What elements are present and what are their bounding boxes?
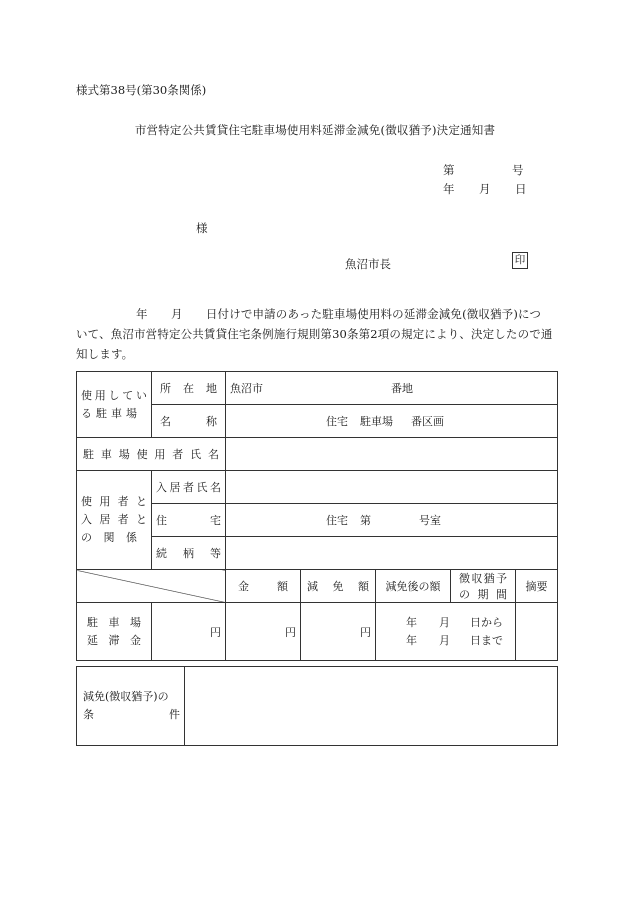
resident-name-label: 入居者氏名 — [152, 471, 226, 504]
number-prefix: 第 — [443, 163, 455, 177]
parking-used-label: 使用してい る駐車場 — [77, 372, 152, 438]
date-day: 日 — [515, 182, 527, 196]
location-value: 魚沼市 番地 — [226, 372, 558, 405]
late-fee-label: 駐車場 延滞金 — [77, 603, 152, 661]
date-month: 月 — [479, 182, 491, 196]
housing-value: 住宅 第 号室 — [226, 504, 558, 537]
diagonal-header-cell — [77, 570, 226, 603]
notice-body — [76, 304, 556, 364]
conditions-label: 減免(徴収猶予)の 条 件 — [77, 667, 185, 746]
location-label: 所在地 — [152, 372, 226, 405]
number-suffix: 号 — [512, 163, 524, 177]
name-label: 名称 — [152, 405, 226, 438]
conditions-table — [76, 666, 558, 746]
after-reduction-header: 減免後の額 — [376, 570, 451, 603]
notice-table — [76, 371, 558, 661]
remarks-header: 摘要 — [516, 570, 558, 603]
kinship-value — [226, 537, 558, 570]
reduction-yen: 円 — [226, 603, 301, 661]
housing-label: 住宅 — [152, 504, 226, 537]
amount-header: 金額 — [226, 570, 301, 603]
seal-mark: 印 — [512, 252, 528, 269]
deferral-period-value: 年 月 日から 年 月 日まで — [376, 603, 516, 661]
conditions-value — [185, 667, 558, 746]
addressee-honorific: 様 — [196, 221, 208, 235]
remarks-value — [516, 603, 558, 661]
notice-body-line-2: いて、魚沼市営特定公共賃貸住宅条例施行規則第30条第2項の規定により、決定したので通 — [76, 327, 553, 341]
parking-user-name-value — [226, 438, 558, 471]
amount-yen: 円 — [152, 603, 226, 661]
document-title: 市営特定公共賃貸住宅駐車場使用料延滞金減免(徴収猶予)決定通知書 — [134, 123, 496, 137]
relation-label: 使用者と 入居者と の関係 — [77, 471, 152, 570]
reduction-header: 減免額 — [301, 570, 376, 603]
notice-body-line-1: 年 月 日付けで申請のあった駐車場使用料の延滞金減免(徴収猶予)につ — [136, 307, 542, 321]
notice-body-line-3: 知します。 — [76, 347, 134, 361]
form-number: 様式第38号(第30条関係) — [76, 83, 207, 97]
name-value: 住宅 駐車場 番区画 — [226, 405, 558, 438]
resident-name-value — [226, 471, 558, 504]
deferral-period-header: 徴収猶予の期間 — [451, 570, 516, 603]
after-reduction-yen: 円 — [301, 603, 376, 661]
parking-user-name-label: 駐車場使用者氏名 — [77, 438, 226, 471]
issuer-name: 魚沼市長 — [345, 257, 391, 271]
date-year: 年 — [443, 182, 455, 196]
kinship-label: 続柄等 — [152, 537, 226, 570]
